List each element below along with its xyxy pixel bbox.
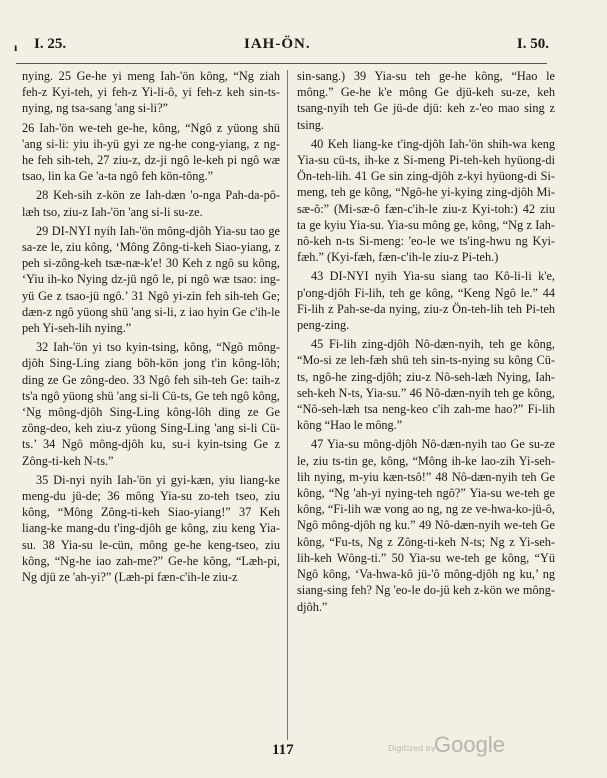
paragraph: 40 Keh liang-ke t'ing-djôh Iah-'ön shih-wa keng Yia-su cü-ts, ih-ke z Si-meng Pi-teh-keh hyüong-di Ön-teh-lih. 41 Ge sin zing-djôh z-kyi hyüong-di Si-meng, teh ge kông, “Ngô-he yi-kying zing-djôh Mi-sæ-ô:” (Mi-sæ-ô fæn-c'ih-le ziu-z Kyi-toh:) 42 ziu ta ge kyiu Yia-su. Yia-su mông ge, kông, “Ng z Iah-nô-keh n-ts Si-meng: 'eo-le we ts'ing-hwu ng Kyi-fæh.” (Kyi-fæh, fæn-c'ih-le ziu-z Pi-teh.) bbox=[297, 136, 555, 265]
watermark-logo: Google bbox=[434, 732, 505, 757]
paragraph: 47 Yia-su mông-djôh Nô-dæn-nyih tao Ge su-ze le, ziu ts-tin ge, kông, “Mông ih-ke lao-zih Yi-seh-lih nying, m-yiu kæn-tsô!” 48 Nô-dæn-nyih teh Ge kông, “Ng 'ah-yi nying-teh ngô?” Yia-su we-teh ge kông, “Fi-lih wæ vong ao ng, ng ze ve-hwa-ko-jü-ô, Ngô mông-djôh ng ku.” 49 Nô-dæn-nyih we-teh Ge kông, “Fu-ts, Ng z Zông-ti-keh N-ts; Ng z Yi-seh-lih-keh Wông-ti.” 50 Yia-su we-teh ge kông, “Yü Ngô kông, ‘Va-hwa-kô jü-'ô mông-djôh ng ku,’ ng siang-sing feh? Ng 'eo-le do-jü keh z-kön we mông-djôh.” bbox=[297, 437, 555, 614]
paragraph: 28 Keh-sih z-kön ze Iah-dæn 'o-nga Pah-da-pô-læh tso, ziu-z Iah-'ön 'ang si-li su-ze. bbox=[22, 188, 280, 219]
left-column bbox=[22, 68, 280, 585]
right-column bbox=[297, 68, 555, 615]
paragraph: 43 DI-NYI nyih Yia-su siang tao Kô-li-li k'e, p'ong-djôh Fi-lih, teh ge kông, “Keng Ngô le.” 44 Fi-lih z Pah-se-da nying, ziu-z Ön-teh-lih teh Pi-teh peng-zing. bbox=[297, 269, 555, 333]
page-number: 117 bbox=[272, 742, 294, 758]
paragraph: 35 Di-nyi nyih Iah-'ön yi gyi-kæn, yiu liang-ke meng-du jü-de; 36 mông Yia-su zo-teh tseo, ziu kông, “Mông Zông-ti-keh Siao-yiang!” 37 Keh liang-ke mang-du t'ing-djôh ge kông, ziu keng Yia-su. 38 Yia-su le-cün, mông ge-he keng-tseo, ziu kông, “Ng-he iao zah-me?” Ge-he kông, “Læh-pi, Ng djü ze 'ah-yi?” (Læh-pi fæn-c'ih-le ziu-z bbox=[22, 472, 280, 585]
paragraph: 29 DI-NYI nyih Iah-'ön mông-djôh Yia-su tao ge sa-ze le, ziu kông, ‘Mông Zông-ti-keh Siao-yiang, z peh si-zông-keh tsæ-næ-k'e! 30 Keh z ngô su kông, ‘Yiu ih-ko Nying dz-jü ngô le, pi ngô wæ tsao: ing-yü Ge z tsao-jü ngô.’ 31 Ngô yi-zin feh sih-teh Ge; dæn-z ngô yüong shü 'ang si-li, z iao hyin Ge c'ih-le peh Yi-seh-lih nying.” bbox=[22, 223, 280, 336]
header-title: IAH-ÖN. bbox=[244, 36, 311, 52]
running-header bbox=[14, 36, 549, 64]
paragraph: 45 Fi-lih zing-djôh Nô-dæn-nyih, teh ge kông, “Mo-si ze leh-fæh shü teh sin-ts-nying su kông Cü-ts, ngô-he zing-djôh; ziu-z Nô-seh-læh Nying, Iah-seh-keh N-ts, Yia-su.” 46 Nô-dæn-nyih teh ge kông, “Nô-seh-læh tsa neng-keo c'ih zah-me hao?” Fi-lih kông “Hao le mông.” bbox=[297, 337, 555, 433]
paragraph: sin-sang.) 39 Yia-su teh ge-he kông, “Hao le mông.” Ge-he k'e mông Ge djü-keh su-ze, keh tsang-nyih teh Ge jü-de djü: keh z-'eo mao sing z tsing. bbox=[297, 69, 555, 132]
header-right-ref: I. 50. bbox=[516, 36, 549, 52]
paragraph: 26 Iah-'ön we-teh ge-he, kông, “Ngô z yüong shü 'ang si-li: yiu ih-yü gyi ze ng-he cong-yiang, z ng-he feh sih-teh, 27 ziu-z, dz-ji ngô le-keh pi ngô wæ tsao, lin ka Ge 'a-ta ngô feh kön-tông.” bbox=[22, 120, 280, 184]
google-watermark bbox=[388, 732, 528, 762]
header-mark: ı bbox=[14, 40, 18, 54]
paragraph: 32 Iah-'ön yi tso kyin-tsing, kông, “Ngô mông-djôh Sing-Ling ziang bôh-kön jong t'in kông-lôh; ding ze Ge zông-deo. 33 Ngô feh sih-teh Ge: taih-z ts'a ngô yüong shü 'ang si-li Cü-ts, Ge teh ngô kông, ‘Ng mông-djôh Sing-Ling kông-lôh ding ze Ge zông-deo, keh ziu-z yüong Sing-Ling 'ang si-li Cü-ts.’ 34 Ngô mông-djôh ku, su-i kyin-tsing Ge z Zông-ti-keh N-ts.” bbox=[22, 340, 280, 468]
header-left-ref: I. 25. bbox=[34, 36, 67, 52]
watermark-prefix: Digitized by bbox=[388, 744, 436, 753]
column-divider bbox=[287, 70, 288, 740]
header-rule bbox=[16, 63, 547, 64]
paragraph: nying. 25 Ge-he yi meng Iah-'ön kông, “Ng ziah feh-z Kyi-teh, yi feh-z Yi-li-ô, yi feh-z keh sin-ts-nying, ng tsa-sang 'ang si-li?” bbox=[22, 69, 280, 116]
